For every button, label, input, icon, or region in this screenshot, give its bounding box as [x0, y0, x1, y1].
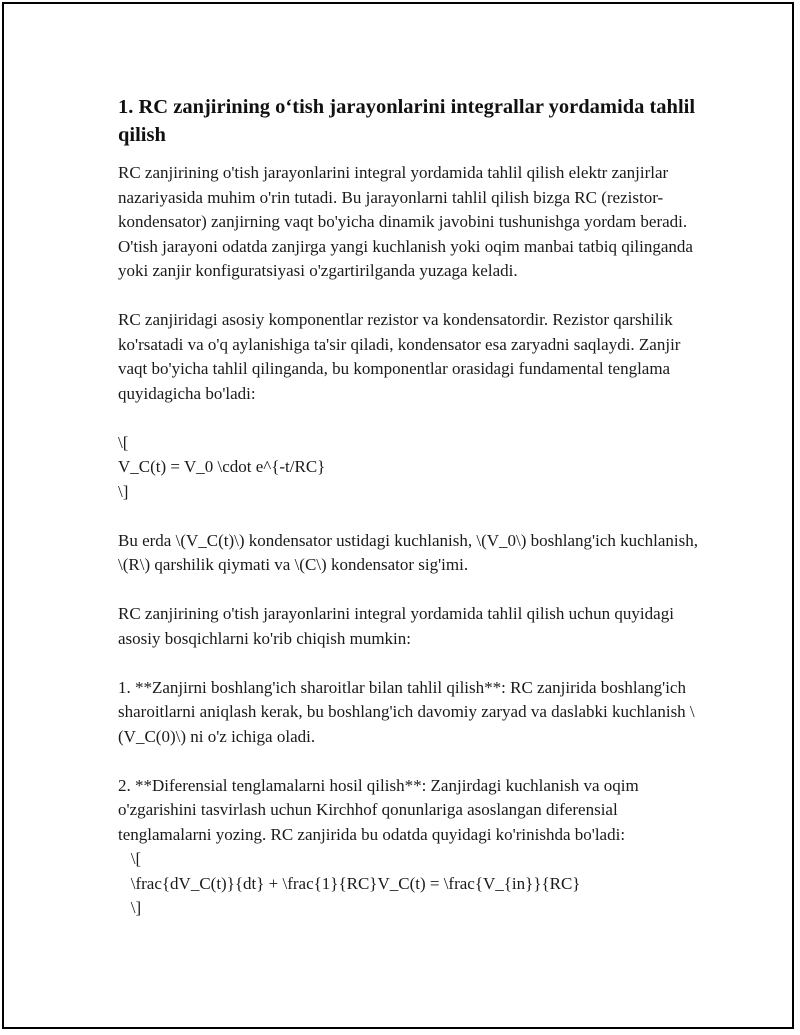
differential-equation: \[ \frac{dV_C(t)}{dt} + \frac{1}{RC}V_C(t) = \frac{V_{in}}{RC} \] — [130, 849, 581, 917]
variable-definitions-paragraph: Bu erda \(V_C(t)\) kondensator ustidagi kuchlanish, \(V_0\) boshlang'ich kuchlanish, \(R\) qarshilik qiymati va \(C\) kondensator sig'imi. — [118, 530, 699, 574]
step-1-paragraph: 1. **Zanjirni boshlang'ich sharoitlar bilan tahlil qilish**: RC zanjirida boshlang'ich sharoitlarni aniqlash kerak, bu boshlang'ich davomiy zaryad va daslabki kuchlanish \(V_C(0)\) ni o'z ichiga oladi. — [118, 677, 695, 746]
document-body — [118, 93, 698, 921]
intro-paragraph: RC zanjirining o'tish jarayonlarini integral yordamida tahlil qilish elektr zanjirlar nazariyasida muhim o'rin tutadi. Bu jarayonlarni tahlil qilish bizga RC (rezistor-kondensator) zanjirning vaqt bo'yicha dinamik javobini tushunishga yordam beradi. O'tish jarayoni odatda zanjirga yangi kuchlanish yoki oqim manbai tatbiq qilinganda yoki zanjir konfiguratsiyasi o'zgartirilganda yuzaga keladi. — [118, 163, 693, 280]
step-2-paragraph: 2. **Diferensial tenglamalarni hosil qilish**: Zanjirdagi kuchlanish va oqim o'zgarishini tasvirlash uchun Kirchhof qonunlariga asoslangan diferensial tenglamalarni yozing. RC zanjirida bu odatda quyidagi ko'rinishda bo'ladi: — [118, 775, 639, 844]
steps-intro-paragraph: RC zanjirining o'tish jarayonlarini integral yordamida tahlil qilish uchun quyidagi asosiy bosqichlarni ko'rib chiqish mumkin: — [118, 604, 674, 648]
capacitor-voltage-equation: \[ V_C(t) = V_0 \cdot e^{-t/RC} \] — [118, 432, 326, 501]
section-heading: 1. RC zanjirining o‘tish jarayonlarini integrallar yordamida tahlil qilish — [118, 96, 696, 146]
components-paragraph: RC zanjiridagi asosiy komponentlar rezistor va kondensatordir. Rezistor qarshilik ko'rsatadi va o'q aylanishiga ta'sir qiladi, kondensator esa zaryadni saqlaydi. Zanjir vaqt bo'yicha tahlil qilinganda, bu komponentlar orasidagi fundamental tenglama quyidagicha bo'ladi: — [118, 310, 681, 403]
